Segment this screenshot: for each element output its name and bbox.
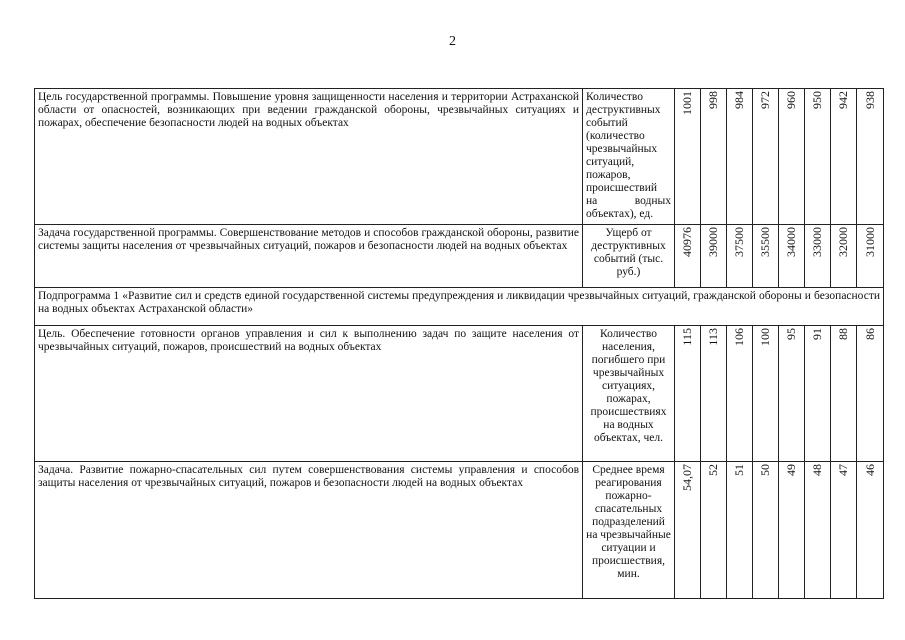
indicators-table bbox=[34, 88, 884, 599]
value-cell: 942 bbox=[836, 91, 850, 109]
value-cell: 32000 bbox=[836, 227, 850, 257]
indicator-label: Количество населения, погибшего при чрезвычайных ситуациях, пожарах, происшествиях на водных объектах, чел. bbox=[583, 326, 675, 462]
value-cell: 48 bbox=[810, 464, 824, 476]
value-cell: 938 bbox=[862, 91, 877, 109]
value-cell: 37500 bbox=[732, 227, 746, 257]
value-cell: 86 bbox=[862, 328, 877, 340]
value-cell: 40976 bbox=[680, 227, 694, 257]
table-row bbox=[35, 89, 884, 225]
value-cell: 51 bbox=[732, 464, 746, 476]
value-cell: 960 bbox=[784, 91, 798, 109]
value-cell: 113 bbox=[706, 328, 720, 346]
value-cell: 33000 bbox=[810, 227, 824, 257]
value-cell: 115 bbox=[680, 328, 694, 346]
table-row bbox=[35, 225, 884, 288]
indicator-label: Ущерб от деструктивных событий (тыс. руб.) bbox=[583, 225, 675, 288]
value-cell: 91 bbox=[810, 328, 824, 340]
value-cell: 39000 bbox=[706, 227, 720, 257]
indicator-label: Среднее время реагирования пожарно-спасательных подразделений на чрезвычайные ситуации и происшествия, мин. bbox=[583, 462, 675, 599]
value-cell: 46 bbox=[862, 464, 877, 476]
table-row bbox=[35, 288, 884, 326]
value-cell: 100 bbox=[758, 328, 772, 346]
task-description: Задача. Развитие пожарно-спасательных сил путем совершенствования системы управления и способов защиты населения от чрезвычайных ситуаций, пожаров и безопасности людей на водных объектах bbox=[35, 462, 583, 599]
table-row bbox=[35, 462, 884, 599]
table-row bbox=[35, 326, 884, 462]
value-cell: 49 bbox=[784, 464, 798, 476]
goal-description: Цель. Обеспечение готовности органов управления и сил к выполнению задач по защите населения от чрезвычайных ситуаций, пожаров, происшествий на водных объектах bbox=[35, 326, 583, 462]
value-cell: 972 bbox=[758, 91, 772, 109]
value-cell: 950 bbox=[810, 91, 824, 109]
page-number: 2 bbox=[449, 34, 456, 49]
value-cell: 1001 bbox=[680, 91, 694, 115]
value-cell: 52 bbox=[706, 464, 720, 476]
value-cell: 106 bbox=[732, 328, 746, 346]
value-cell: 47 bbox=[836, 464, 850, 476]
value-cell: 31000 bbox=[862, 227, 877, 257]
value-cell: 95 bbox=[784, 328, 798, 340]
value-cell: 54,07 bbox=[680, 464, 694, 491]
value-cell: 984 bbox=[732, 91, 746, 109]
value-cell: 50 bbox=[758, 464, 772, 476]
task-description: Задача государственной программы. Совершенствование методов и способов гражданской обороны, развитие системы защиты населения от чрезвычайных ситуаций, пожаров и безопасности людей на водных объектах bbox=[35, 225, 583, 288]
value-cell: 34000 bbox=[784, 227, 798, 257]
value-cell: 35500 bbox=[758, 227, 772, 257]
indicator-label: Количество деструктивных событий (количество чрезвычайных ситуаций, пожаров, происшествий на водных объектах), ед. bbox=[583, 89, 675, 225]
value-cell: 88 bbox=[836, 328, 850, 340]
subprogram-title: Подпрограмма 1 «Развитие сил и средств единой государственной системы предупреждения и ликвидации чрезвычайных ситуаций, гражданской обороны и безопасности на водных объектах Астраханской области» bbox=[35, 288, 884, 326]
goal-description: Цель государственной программы. Повышение уровня защищенности населения и территории Астраханской области от опасностей, возникающих при ведении гражданской обороны, чрезвычайных ситуациях и пожарах, обеспечение безопасности людей на водных объектах bbox=[35, 89, 583, 225]
value-cell: 998 bbox=[706, 91, 720, 109]
